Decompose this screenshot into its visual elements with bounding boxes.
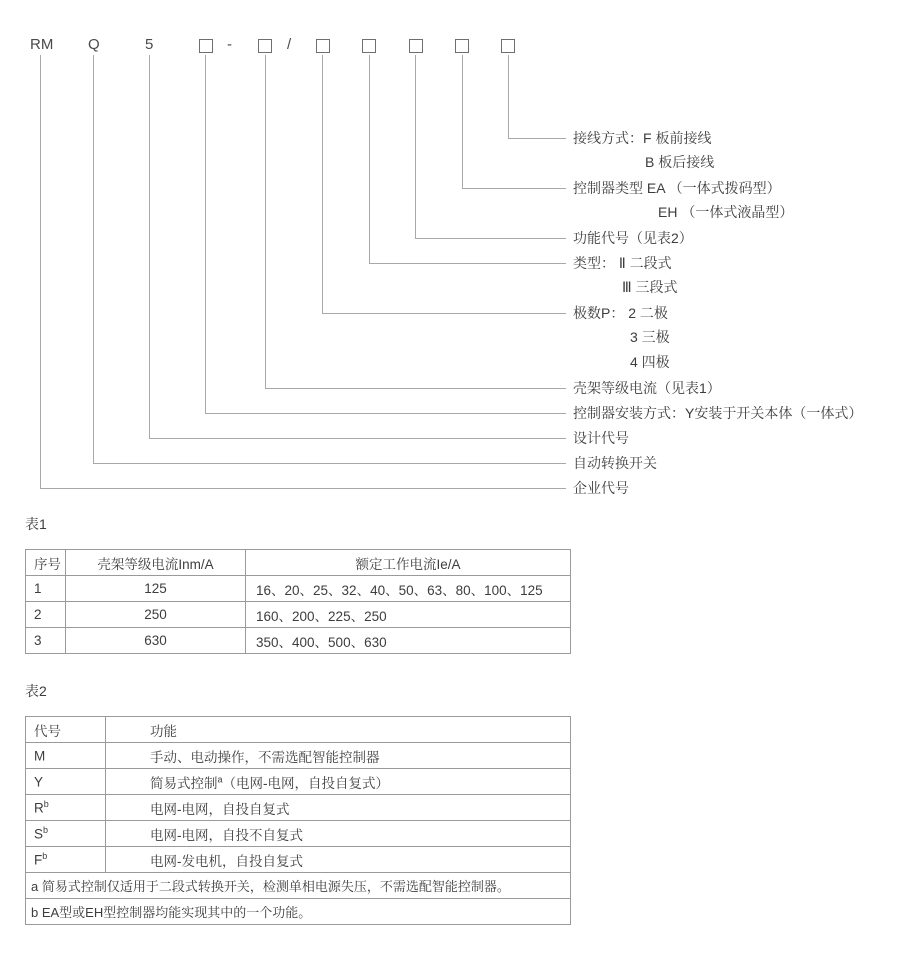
label-type-line1: 类型： Ⅱ 二段式 [573,255,672,271]
table1-cell-seq: 1 [26,576,66,602]
code-part-q: Q [88,36,100,53]
table-row [26,602,571,628]
table-row [26,795,571,821]
code-part-rm: RM [30,36,54,53]
label-ats: 自动转换开关 [573,455,657,471]
table-row [26,576,571,602]
table-row [26,743,571,769]
table2-footnote-row [26,873,571,899]
table-row [26,821,571,847]
table1-cell-seq: 3 [26,628,66,654]
table1-header-seq: 序号 [26,550,66,576]
table2 [25,716,571,925]
code-box-design-variant [199,39,213,53]
table1-cell-rated: 16、20、25、32、40、50、63、80、100、125 [246,576,571,602]
table1-cell-frame: 250 [66,602,246,628]
table1-cell-frame: 125 [66,576,246,602]
connector-company-code [40,55,566,489]
label-company-code: 企业代号 [573,480,629,496]
label-mount: 控制器安装方式：Y安装于开关本体（一体式） [573,405,863,421]
table1 [25,549,571,654]
table1-cell-frame: 630 [66,628,246,654]
table2-header-row [26,717,571,743]
table2-cell-function: 手动、电动操作，不需选配智能控制器 [106,743,571,769]
table-row [26,847,571,873]
table2-container [25,716,571,925]
label-poles-line1: 极数P： 2 二极 [573,305,668,321]
table2-cell-function: 电网-电网，自投自复式 [106,795,571,821]
code-box-function [409,39,423,53]
table-row [26,628,571,654]
label-poles-line3: 4 四极 [630,354,670,370]
table1-header-rated: 额定工作电流Ie/A [246,550,571,576]
table2-header-function: 功能 [106,717,571,743]
table2-caption: 表2 [25,683,47,699]
table2-cell-code: M [26,743,106,769]
label-function-code: 功能代号（见表2） [573,230,693,246]
table1-header-row [26,550,571,576]
label-poles-line2: 3 三极 [630,329,670,345]
table2-cell-code: Y [26,769,106,795]
table2-cell-function: 电网-发电机，自投自复式 [106,847,571,873]
table2-cell-function: 电网-电网，自投不自复式 [106,821,571,847]
label-wiring-line2: B 板后接线 [645,154,715,170]
code-box-frame-current [258,39,272,53]
label-controller-type-line1: 控制器类型 EA （一体式拨码型） [573,180,781,196]
label-frame-current: 壳架等级电流（见表1） [573,380,721,396]
table1-caption: 表1 [25,516,47,532]
code-box-wiring [501,39,515,53]
label-design-code: 设计代号 [573,430,629,446]
table2-footnote-row [26,899,571,925]
code-part-dash: - [227,36,232,53]
label-wiring-line1: 接线方式：F 板前接线 [573,130,712,146]
table2-header-code: 代号 [26,717,106,743]
table1-header-frame: 壳架等级电流Inm/A [66,550,246,576]
table2-cell-code: $R^b$ [26,795,106,821]
label-type-line2: Ⅲ 三段式 [622,279,678,295]
table1-cell-rated: 350、400、500、630 [246,628,571,654]
table2-cell-function: 简易式控制$^a$（电网-电网，自投自复式） [106,769,571,795]
code-box-poles [316,39,330,53]
code-box-controller [455,39,469,53]
label-controller-type-line2: EH （一体式液晶型） [658,204,794,220]
table2-footnote-b: b EA型或EH型控制器均能实现其中的一个功能。 [26,899,571,925]
code-box-type [362,39,376,53]
table2-footnote-a: a 简易式控制仅适用于二段式转换开关，检测单相电源失压，不需选配智能控制器。 [26,873,571,899]
table2-cell-code: $F^b$ [26,847,106,873]
table1-container [25,549,571,654]
table-row [26,769,571,795]
code-part-slash: / [287,36,292,53]
table2-cell-code: $S^b$ [26,821,106,847]
code-part-5: 5 [145,36,154,53]
table1-cell-seq: 2 [26,602,66,628]
table1-cell-rated: 160、200、225、250 [246,602,571,628]
